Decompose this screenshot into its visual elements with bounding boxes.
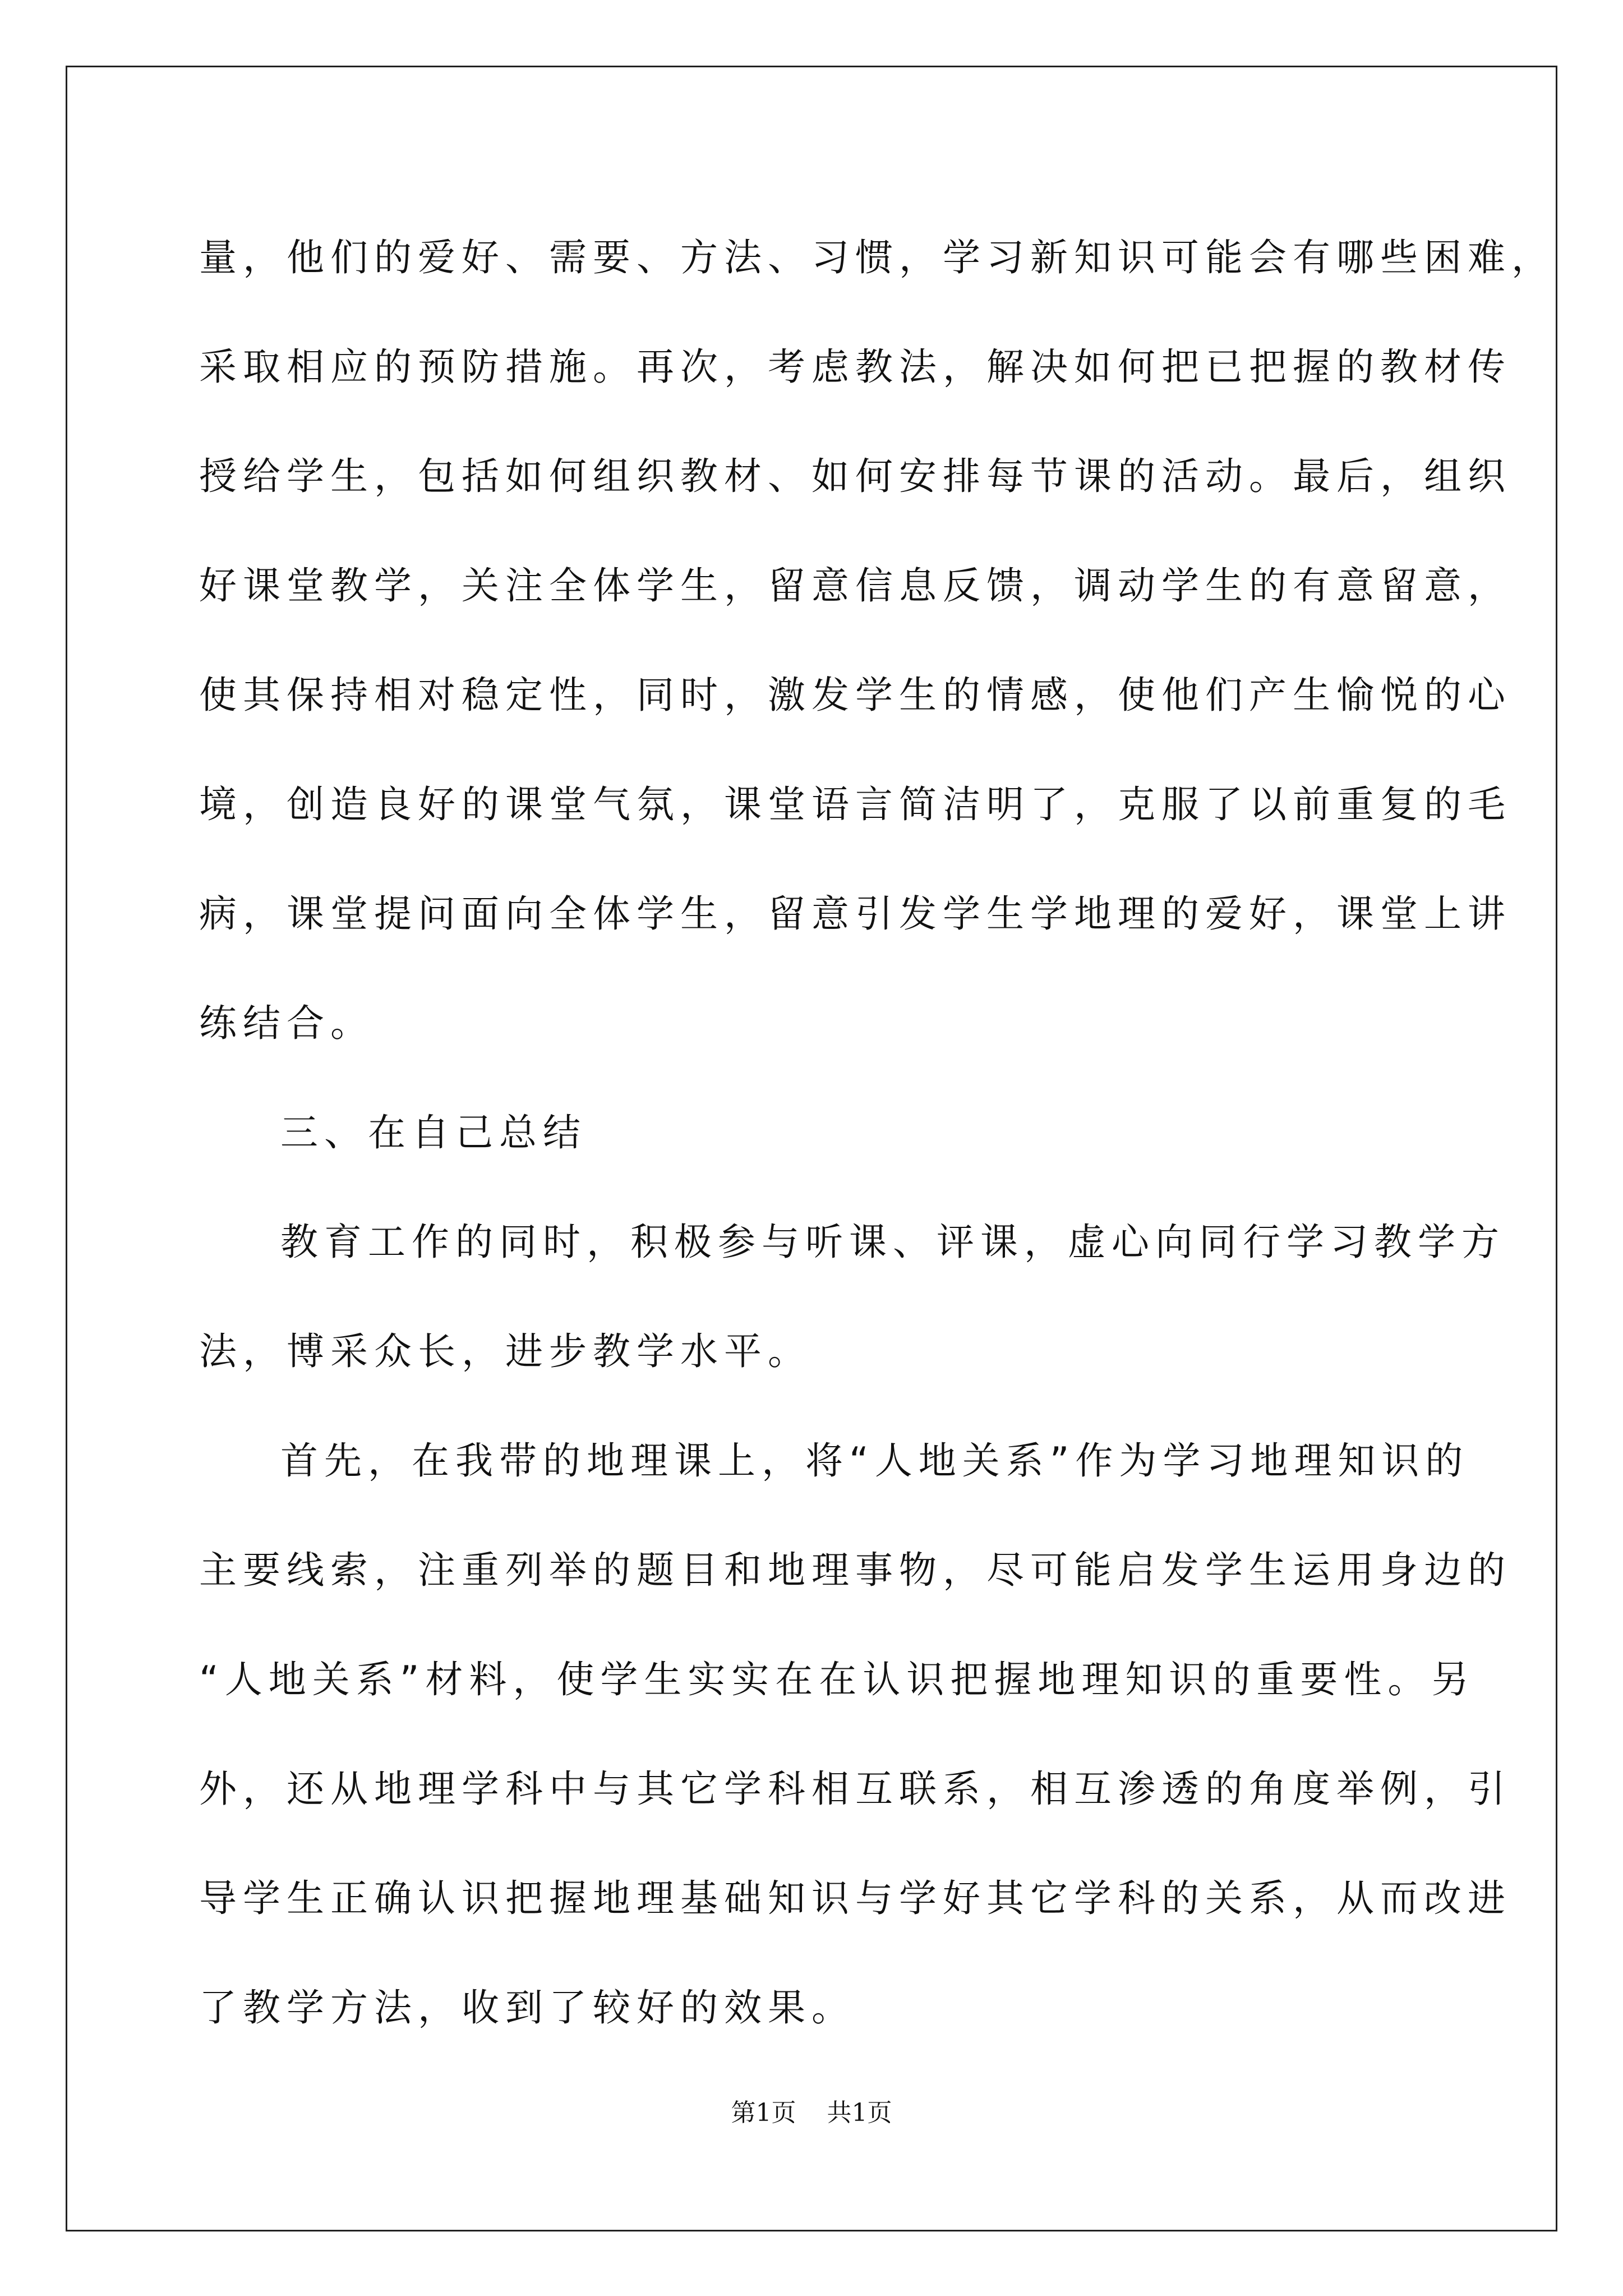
page-number-current: 第1页: [731, 2099, 796, 2127]
text-line: “人地关系”材料，使学生实实在在认识把握地理知识的重要性。另: [199, 1658, 1476, 1701]
text-line: 病，课堂提问面向全体学生，留意引发学生学地理的爱好，课堂上讲: [199, 892, 1511, 936]
text-line: 采取相应的预防措施。再次，考虑教法，解决如何把已把握的教材传: [199, 345, 1511, 389]
document-body: [199, 203, 1555, 2063]
text-line: 授给学生，包括如何组织教材、如何安排每节课的活动。最后，组织: [199, 454, 1511, 498]
text-line: 境，创造良好的课堂气氛，课堂语言简洁明了，克服了以前重复的毛: [199, 783, 1511, 826]
text-line: 首先，在我带的地理课上，将“人地关系”作为学习地理知识的: [280, 1439, 1469, 1483]
page-number-total: 共1页: [827, 2099, 892, 2127]
text-line: 好课堂教学，关注全体学生，留意信息反馈，调动学生的有意留意，: [199, 564, 1511, 608]
page-footer: [0, 2092, 1623, 2128]
text-line: 法，博采众长，进步教学水平。: [199, 1329, 811, 1373]
text-line: 主要线索，注重列举的题目和地理事物，尽可能启发学生运用身边的: [199, 1548, 1511, 1592]
section-heading: 三、在自己总结: [280, 1111, 587, 1154]
text-line: 练结合。: [199, 1001, 374, 1045]
text-line: 导学生正确认识把握地理基础知识与学好其它学科的关系，从而改进: [199, 1876, 1511, 1920]
text-line: 了教学方法，收到了较好的效果。: [199, 1986, 855, 2030]
text-line: 教育工作的同时，积极参与听课、评课，虚心向同行学习教学方: [280, 1220, 1505, 1264]
text-line: 量，他们的爱好、需要、方法、习惯，学习新知识可能会有哪些困难，: [199, 236, 1555, 279]
text-line: 使其保持相对稳定性，同时，激发学生的情感，使他们产生愉悦的心: [199, 673, 1511, 717]
text-line: 外，还从地理学科中与其它学科相互联系，相互渗透的角度举例，引: [199, 1767, 1511, 1811]
